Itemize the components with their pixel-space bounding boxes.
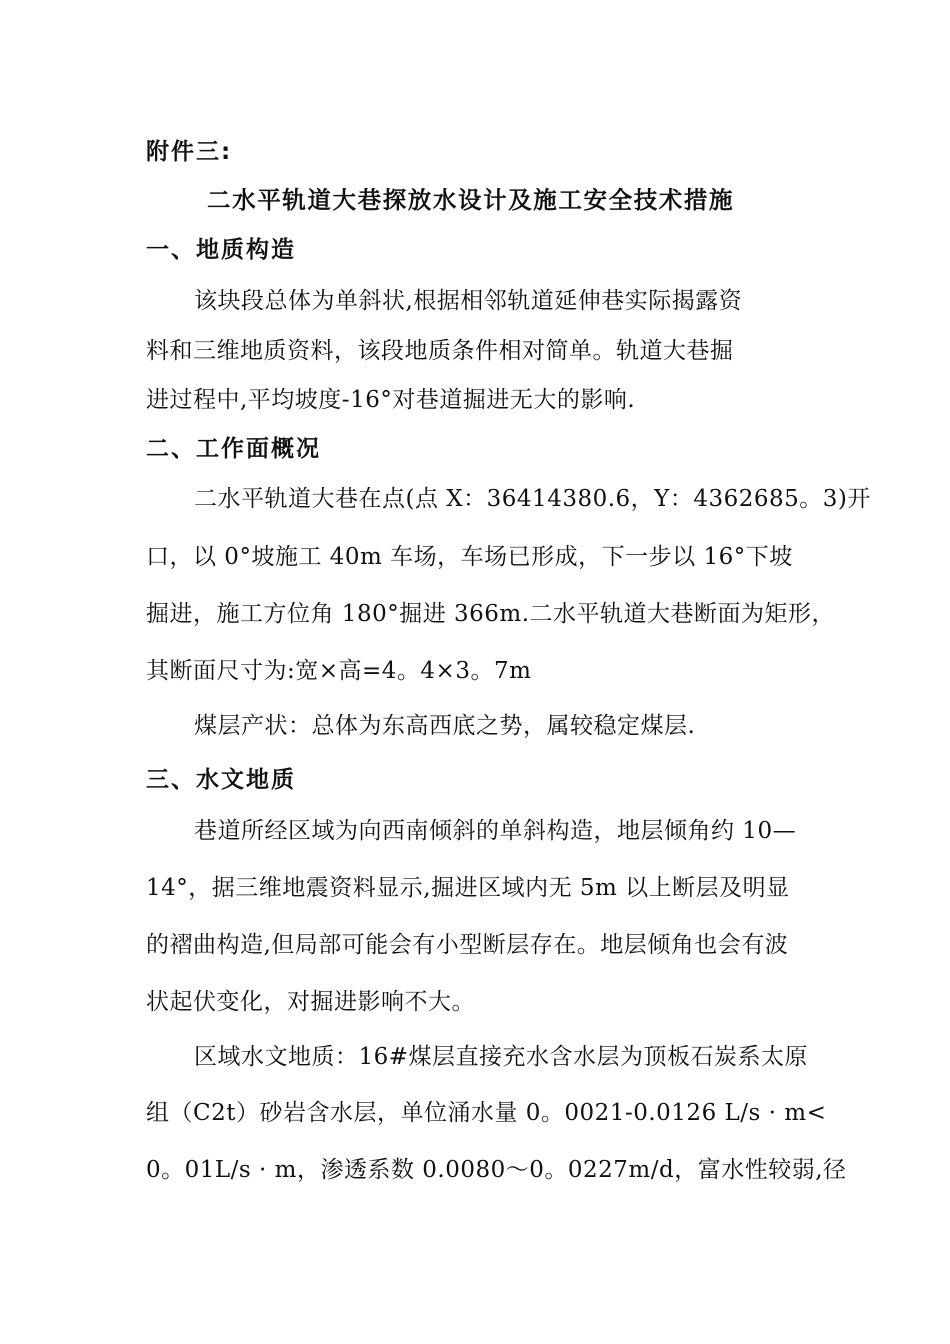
paragraph-line: 煤层产状：总体为东高西底之势，属较稳定煤层. [194,713,696,739]
paragraph-line: 状起伏变化，对掘进影响不大。 [146,989,475,1015]
paragraph-line: 口，以 0°坡施工 40m 车场，车场已形成，下一步以 16°下坡 [146,544,793,570]
paragraph-line: 的褶曲构造,但局部可能会有小型断层存在。地层倾角也会有波 [146,932,789,958]
section-heading-hydrogeology: 三、水文地质 [146,767,296,793]
section-heading-workface: 二、工作面概况 [146,436,321,462]
paragraph-line: 巷道所经区域为向西南倾斜的单斜构造，地层倾角约 10— [194,818,797,844]
paragraph-line: 进过程中,平均坡度-16°对巷道掘进无大的影响. [146,387,636,413]
document-title: 二水平轨道大巷探放水设计及施工安全技术措施 [207,186,735,214]
paragraph-line: 掘进，施工方位角 180°掘进 366m.二水平轨道大巷断面为矩形， [146,601,836,627]
paragraph-line: 区域水文地质：16#煤层直接充水含水层为顶板石炭系太原 [194,1044,809,1070]
paragraph-line: 14°，据三维地震资料显示,掘进区域内无 5m 以上断层及明显 [146,875,790,901]
paragraph-line: 组（C2t）砂岩含水层，单位涌水量 0。0021-0.0126 L/s · m< [146,1100,827,1126]
paragraph-line: 该块段总体为单斜状,根据相邻轨道延伸巷实际揭露资 [194,288,743,314]
paragraph-line: 料和三维地质资料，该段地质条件相对简单。轨道大巷掘 [146,338,734,364]
paragraph-line: 二水平轨道大巷在点(点 X：36414380.6，Y：4362685。3)开 [194,486,871,512]
paragraph-line: 其断面尺寸为:宽×高=4。4×3。7m [146,658,532,684]
section-heading-geology: 一、地质构造 [146,237,296,263]
attachment-label: 附件三: [146,139,233,165]
paragraph-line: 0。01L/s · m，渗透系数 0.0080～0。0227m/d，富水性较弱,径 [146,1157,847,1183]
